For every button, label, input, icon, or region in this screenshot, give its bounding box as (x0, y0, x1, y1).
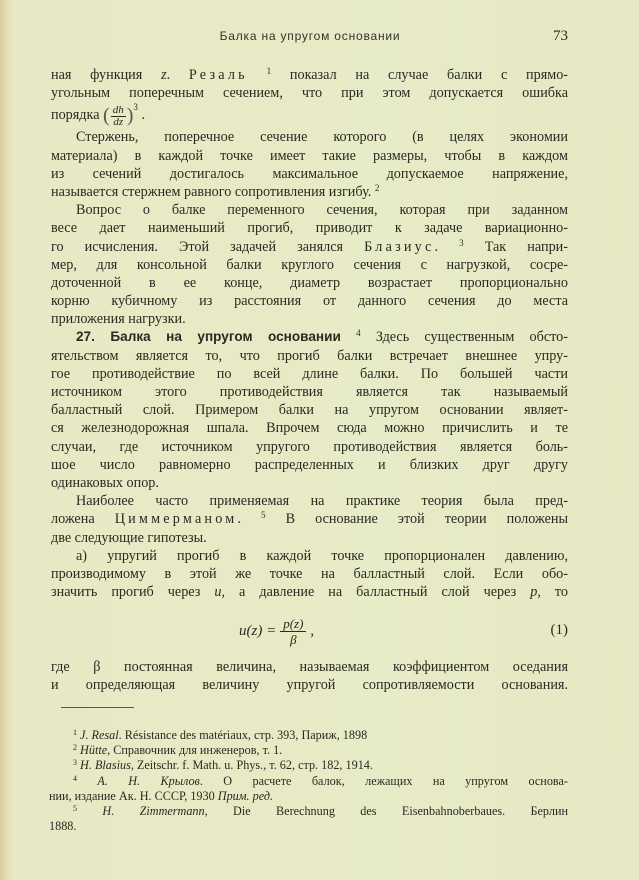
footnote-ref: 2 (73, 743, 77, 753)
text-run: доточенной в ее конце, диаметр возрастает пропорционально (51, 274, 568, 291)
footnote-ref: 3 (73, 758, 77, 768)
spaced-name: Блазиус (364, 238, 435, 255)
italic-text: Прим. ред. (217, 788, 274, 803)
text-run: ложена (51, 511, 115, 528)
footnote-line (49, 728, 568, 743)
footnote-ref: 1 (73, 728, 77, 737)
italic-text: А. Н. Крылов (97, 773, 200, 788)
text-run: ся железнодорожная шпала. Впрочем сюда можно причислить и те (51, 420, 568, 437)
equation-1 (51, 614, 568, 648)
fraction-numerator: dh (112, 103, 124, 116)
exponent: 3 (133, 102, 138, 113)
italic-text: Hütte (80, 743, 108, 758)
right-paren: ) (126, 105, 134, 128)
text-run: , Zeitschr. f. Math. u. Phys., т. 62, стр. 182, 1914. (130, 758, 373, 773)
footnote-line (49, 743, 568, 758)
text-run: , а давление на балластный слой через (221, 584, 531, 601)
text-run: одинаковых опор. (51, 474, 159, 491)
text-run: го исчисления. Этой задачей занялся (51, 238, 365, 255)
text-run: Так напри- (463, 238, 568, 255)
body-line (51, 529, 568, 547)
running-header: Балка на упругом основании (219, 29, 401, 43)
body-line (51, 383, 568, 401)
body-line (51, 676, 568, 694)
text-run: гое противодействие по всей длине балки. По большей части (51, 365, 568, 382)
text-run: . (237, 511, 262, 528)
fraction (111, 105, 126, 128)
text-run: источником этого противодействия является так называемый (51, 384, 568, 400)
body-line (51, 474, 568, 492)
italic-text: u (214, 584, 222, 601)
body-line (51, 66, 568, 84)
text-run: и определяющая величину упругой сопротивляемости основания. (51, 677, 568, 694)
text-run: называется стержнем равного сопротивления изгибу. (51, 183, 375, 200)
body-line (51, 147, 568, 165)
footnote-line (49, 758, 568, 773)
text-run: приложения нагрузки. (51, 311, 186, 328)
body-line (51, 347, 568, 365)
body-line (51, 547, 568, 565)
body-line (51, 310, 568, 328)
body-line (51, 658, 568, 676)
footnote-ref: 2 (374, 182, 380, 193)
equation-number: (1) (550, 622, 568, 638)
text-run: весе дает наименьший прогиб, приводит к задаче вариационно- (51, 220, 568, 237)
footnote-ref: 4 (73, 773, 77, 783)
italic-text: H. Blasius (80, 758, 131, 773)
text-run: . О расчете балок, лежащих на упругом основа- (199, 773, 568, 788)
text-run: балластный слой. Примером балки на упругом основании являет- (51, 402, 568, 419)
body-line (51, 456, 568, 474)
text-run: . (434, 238, 460, 255)
equation-fraction (280, 616, 306, 647)
footnote-ref: 1 (266, 66, 272, 76)
text-run: , то (537, 584, 568, 601)
equation-comma: , (310, 622, 315, 639)
text-run (341, 329, 356, 345)
text-run: ятельством является то, что прогиб балки встречает внешнее упру- (51, 347, 568, 364)
body-line (51, 419, 568, 437)
text-run: , Die Berechnung des Eisenbahnoberbaues. Берлин (204, 803, 568, 818)
text-run (248, 67, 267, 83)
footnote-ref: 5 (73, 803, 77, 813)
text-run: показал на случае балки с прямо- (271, 67, 569, 83)
body-line (51, 510, 568, 528)
text-run: шое число равномерно распределенных и близких друг другу (51, 456, 568, 473)
footnote-line (49, 804, 568, 819)
text-run: Наиболее часто применяемая на практике теория была пред- (76, 493, 568, 510)
body-line (51, 102, 568, 128)
fraction-expression (103, 102, 138, 128)
text-run: случаи, где источником упругого противодействия является боль- (51, 438, 568, 455)
text-run: 1888. (49, 819, 77, 834)
footnote-line (49, 789, 568, 804)
text-run: , Справочник для инженеров, т. 1. (107, 743, 283, 758)
body-line (51, 183, 568, 201)
spaced-name: Резаль (188, 67, 248, 83)
text-run (77, 804, 102, 818)
italic-text: z (161, 67, 167, 83)
body-line (51, 165, 568, 183)
page-number: 73 (553, 28, 568, 44)
text-run: корню кубичному из расстояния от данного сечения до места (51, 293, 568, 310)
body-line (51, 219, 568, 237)
text-run: нии, издание Ак. Н. СССР, 1930 (49, 788, 218, 803)
footnote-line (49, 774, 568, 789)
body-line (51, 274, 568, 292)
body-line (51, 238, 568, 256)
equation-expression (239, 614, 314, 648)
left-paren: ( (103, 105, 110, 128)
footnote-divider (61, 707, 134, 708)
text-run: где β постоянная величина, называемая коэффициентом оседания (51, 659, 568, 675)
body-text (51, 66, 568, 601)
text-run: материала) в каждой точке имеет такие размеры, чтобы в каждом (51, 147, 568, 164)
text-run: производимому в этой же точке на балластный слой. Если обо- (51, 565, 568, 582)
text-run: . (137, 107, 145, 124)
body-line (51, 492, 568, 510)
body-line (51, 292, 568, 310)
text-run: Здесь существенным обсто- (360, 329, 568, 346)
text-run: значить прогиб через (51, 584, 215, 601)
body-line (51, 438, 568, 456)
italic-text: p (530, 584, 538, 601)
section-heading: 27. Балка на упругом основании (76, 329, 341, 345)
body-line (51, 365, 568, 383)
footnote-ref: 4 (356, 328, 361, 339)
body-line (51, 565, 568, 583)
italic-text: H. Zimmermann (102, 803, 205, 818)
text-run: . (166, 67, 189, 83)
text-run: В основание этой теории положены (265, 511, 569, 528)
text-run: мер, для консольной балки круглого сечения с нагрузкой, сосре- (51, 256, 568, 273)
footnote-line (49, 819, 568, 834)
text-run (77, 774, 97, 788)
body-line (51, 401, 568, 419)
text-run: ная функция (51, 67, 162, 83)
body-line (51, 201, 568, 219)
text-run: а) упругий прогиб в каждой точке пропорционален давлению, (76, 547, 568, 564)
fraction-denominator: dz (113, 115, 124, 128)
footnotes (49, 728, 568, 834)
text-run: из сечений достигалось максимальное допускаемое напряжение, (51, 165, 568, 182)
equation-numerator: p(z) (280, 616, 306, 632)
equation-denominator: β (290, 631, 297, 647)
italic-text: J. Resal (80, 728, 119, 742)
body-line (51, 583, 568, 601)
spaced-name: Циммерманом (114, 511, 238, 528)
text-run: две следующие гипотезы. (51, 529, 207, 546)
body-text-continued (51, 658, 568, 694)
text-run: . Résistance des matériaux, стр. 393, Париж, 1898 (118, 728, 368, 742)
text-run: Стержень, поперечное сечение которого (в целях экономии (76, 129, 568, 146)
text-run: порядка (51, 107, 104, 124)
text-run: угольным поперечным сечением, что при этом допускается ошибка (51, 85, 568, 102)
body-line (51, 128, 568, 146)
text-run: Вопрос о балке переменного сечения, которая при заданном (76, 202, 568, 219)
body-line (51, 256, 568, 274)
footnote-ref: 5 (261, 510, 266, 521)
body-line (51, 84, 568, 102)
body-line (51, 328, 568, 346)
footnote-ref: 3 (459, 237, 464, 248)
equation-lhs: u(z) = (239, 622, 277, 639)
